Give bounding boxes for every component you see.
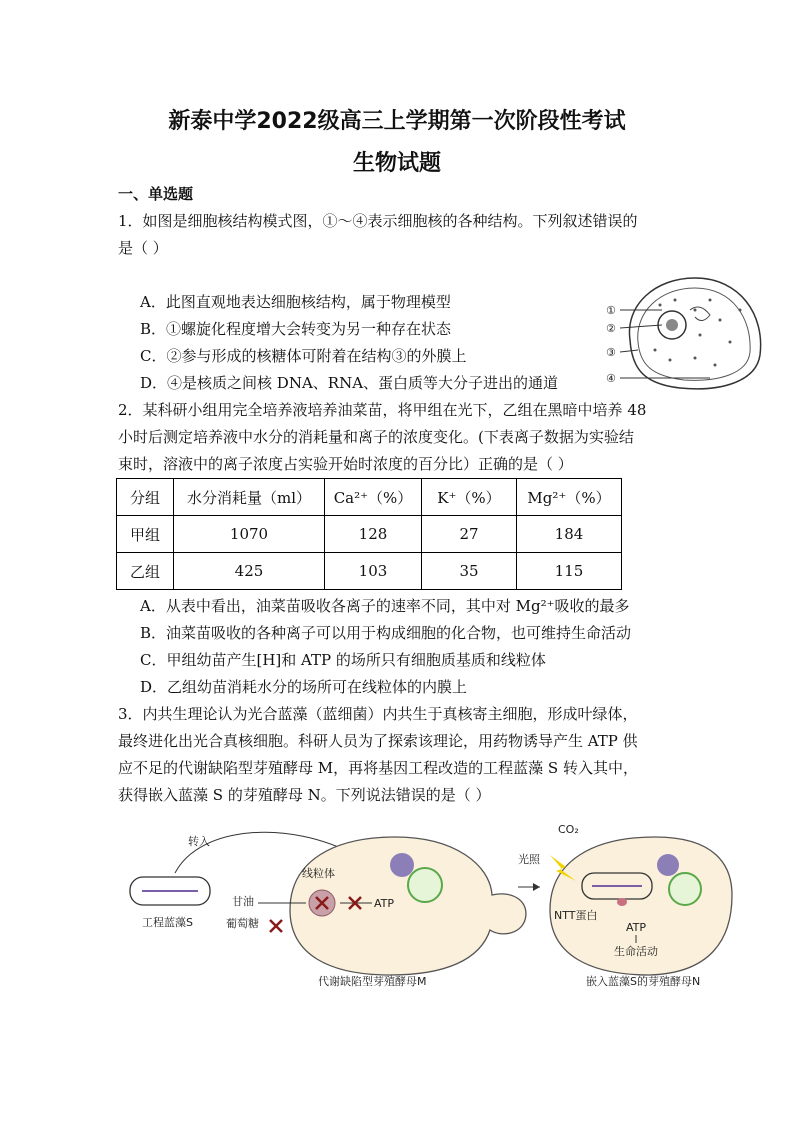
- table-header-row: [117, 479, 622, 516]
- table-header-cell: 水分消耗量（ml）: [174, 479, 325, 516]
- q2-stem-line2: 小时后测定培养液中水分的消耗量和离子的浓度变化。(下表离子数据为实验结: [118, 428, 634, 446]
- q1-stem-line2: 是（ ）: [118, 239, 168, 257]
- table-cell: 184: [517, 516, 622, 553]
- table-header-cell: Ca²⁺（%）: [325, 479, 422, 516]
- exam-subtitle: 生物试题: [352, 151, 441, 176]
- q3-stem-line1: 3．内共生理论认为光合蓝藻（蓝细菌）内共生于真核寄主细胞，形成叶绿体，: [118, 705, 638, 723]
- diagram-label-2: ②: [606, 322, 616, 335]
- cell-m-label: 代谢缺陷型芽殖酵母M: [318, 975, 427, 988]
- q2-option-a: A．从表中看出，油菜苗吸收各离子的速率不同，其中对 Mg²⁺吸收的最多: [140, 597, 630, 615]
- q3-stem-line4: 获得嵌入蓝藻 S 的芽殖酵母 N。下列说法错误的是（ ）: [118, 786, 491, 804]
- q1-option-c: C．②参与形成的核糖体可附着在结构③的外膜上: [140, 347, 467, 365]
- diagram-label-3: ③: [606, 346, 616, 359]
- cell-n-label: 嵌入蓝藻S的芽殖酵母N: [586, 975, 701, 988]
- section-heading: 一、单选题: [118, 185, 194, 203]
- transfer-label: 转入: [188, 835, 210, 848]
- atp-label-n: ATP: [626, 921, 647, 934]
- q3-stem-line3: 应不足的代谢缺陷型芽殖酵母 M，再将基因工程改造的工程蓝藻 S 转入其中，: [118, 759, 638, 777]
- ion-table: [116, 478, 622, 590]
- glycerol-label: 甘油: [232, 895, 254, 908]
- atp-label-m: ATP: [374, 897, 395, 910]
- mito-label: 线粒体: [302, 867, 335, 880]
- table-cell: 35: [422, 553, 517, 590]
- q1-stem-line1: 1．如图是细胞核结构模式图，①～④表示细胞核的各种结构。下列叙述错误的: [118, 212, 638, 230]
- nucleus-diagram: [600, 270, 770, 395]
- table-cell: 425: [174, 553, 325, 590]
- ntt-label: NTT蛋白: [554, 909, 598, 922]
- q3-stem-line2: 最终进化出光合真核细胞。科研人员为了探索该理论，用药物诱导产生 ATP 供: [118, 732, 638, 750]
- q1-option-d: D．④是核质之间核 DNA、RNA、蛋白质等大分子进出的通道: [140, 374, 559, 392]
- table-row: [117, 553, 622, 590]
- q1-option-a: A．此图直观地表达细胞核结构，属于物理模型: [140, 293, 451, 311]
- eng-cyano-label: 工程蓝藻S: [142, 916, 193, 929]
- light-label: 光照: [518, 853, 540, 866]
- yeast-endosymbiosis-diagram: [120, 815, 740, 995]
- exam-title: 新泰中学2022级高三上学期第一次阶段性考试: [168, 109, 626, 134]
- q2-option-b: B．油菜苗吸收的各种离子可以用于构成细胞的化合物，也可维持生命活动: [140, 624, 632, 642]
- table-row: [117, 516, 622, 553]
- diagram-label-1: ①: [606, 304, 616, 317]
- glucose-label: 葡萄糖: [226, 917, 259, 930]
- q2-option-d: D．乙组幼苗消耗水分的场所可在线粒体的内膜上: [140, 678, 468, 696]
- table-header-cell: 分组: [117, 479, 174, 516]
- q2-stem-line1: 2．某科研小组用完全培养液培养油菜苗，将甲组在光下，乙组在黑暗中培养 48: [118, 401, 647, 419]
- co2-label: CO₂: [558, 823, 579, 836]
- table-cell: 115: [517, 553, 622, 590]
- table-cell: 甲组: [117, 516, 174, 553]
- table-cell: 27: [422, 516, 517, 553]
- table-cell: 128: [325, 516, 422, 553]
- table-cell: 103: [325, 553, 422, 590]
- table-cell: 1070: [174, 516, 325, 553]
- diagram-label-4: ④: [606, 372, 616, 385]
- table-header-cell: Mg²⁺（%）: [517, 479, 622, 516]
- q2-option-c: C．甲组幼苗产生[H]和 ATP 的场所只有细胞质基质和线粒体: [140, 651, 546, 669]
- table-header-cell: K⁺（%）: [422, 479, 517, 516]
- q2-stem-line3: 束时，溶液中的离子浓度占实验开始时浓度的百分比）正确的是（ ）: [118, 455, 573, 473]
- life-activity-label: 生命活动: [614, 945, 658, 958]
- q1-option-b: B．①螺旋化程度增大会转变为另一种存在状态: [140, 320, 452, 338]
- table-cell: 乙组: [117, 553, 174, 590]
